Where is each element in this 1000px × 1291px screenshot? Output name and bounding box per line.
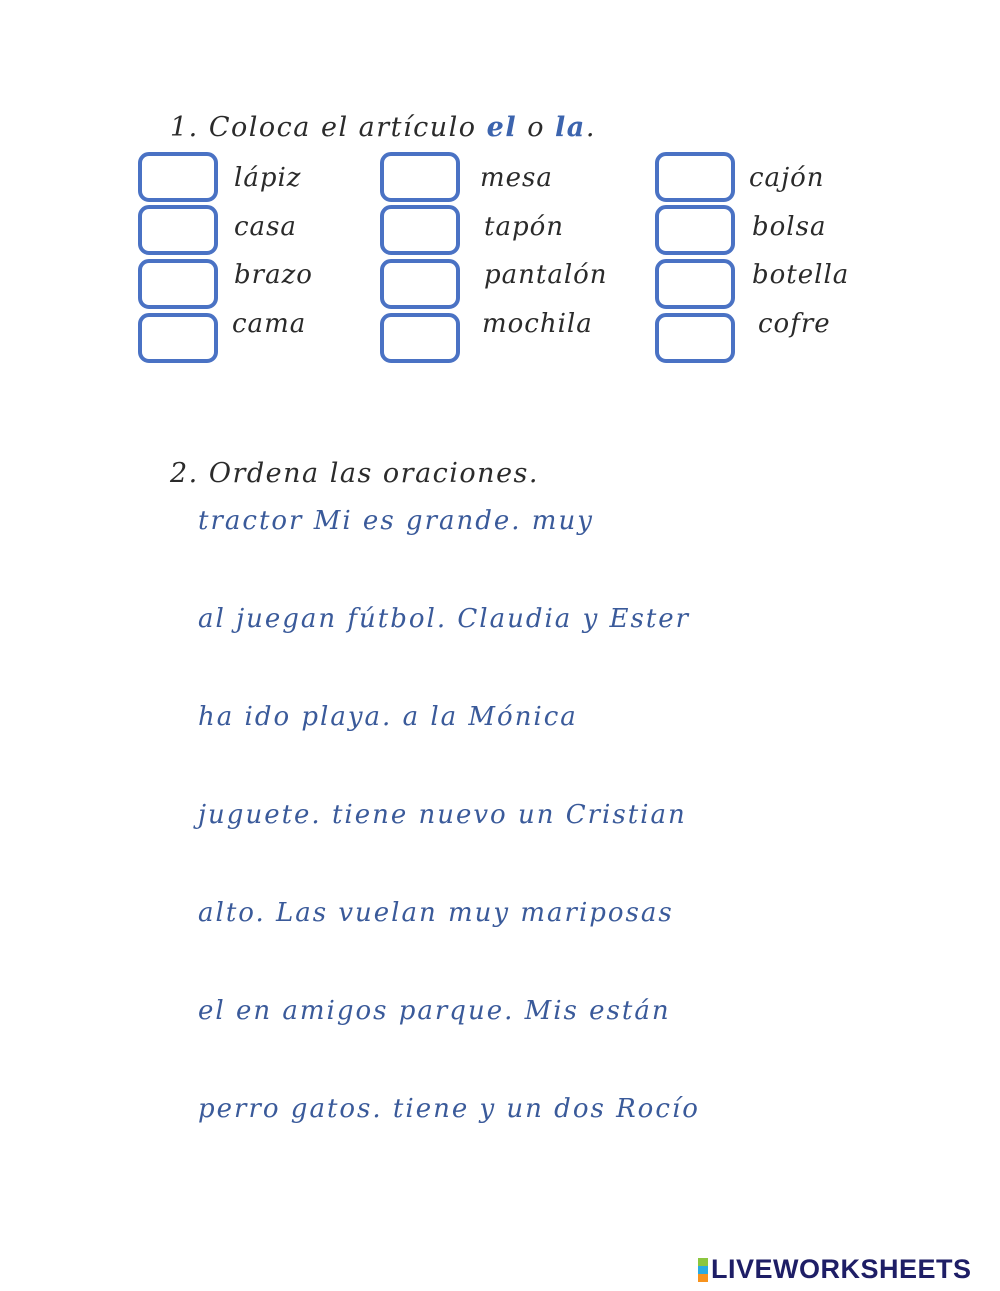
instruction-connector: o (527, 112, 545, 143)
keyword-el: el (486, 112, 518, 143)
answer-box-casa[interactable] (138, 205, 218, 255)
word-botella: botella (752, 260, 850, 290)
answer-box-pantalon[interactable] (380, 259, 460, 309)
instruction-text: Ordena las oraciones. (208, 458, 539, 489)
scrambled-sentence-7: perro gatos. tiene y un dos Rocío (198, 1094, 700, 1124)
word-mochila: mochila (482, 309, 593, 339)
scrambled-sentence-5: alto. Las vuelan muy mariposas (198, 898, 674, 928)
word-pantalon: pantalón (484, 260, 608, 290)
scrambled-sentence-3: ha ido playa. a la Mónica (198, 702, 578, 732)
exercise-2-number: 2. (170, 458, 199, 489)
word-brazo: brazo (234, 260, 313, 290)
answer-box-bolsa[interactable] (655, 205, 735, 255)
liveworksheets-logo (698, 1254, 972, 1285)
scrambled-sentence-1: tractor Mi es grande. muy (198, 506, 594, 536)
answer-box-cajon[interactable] (655, 152, 735, 202)
instruction-text: Coloca el artículo (208, 112, 477, 143)
exercise-1-instruction (170, 112, 596, 143)
word-cajon: cajón (749, 163, 825, 193)
word-casa: casa (234, 212, 297, 242)
word-cama: cama (232, 309, 307, 339)
keyword-la: la (555, 112, 586, 143)
logo-text: LIVEWORKSHEETS (711, 1254, 972, 1284)
answer-box-mesa[interactable] (380, 152, 460, 202)
scrambled-sentence-6: el en amigos parque. Mis están (198, 996, 671, 1026)
exercise-1-number: 1. (170, 112, 199, 143)
word-lapiz: lápiz (234, 163, 302, 193)
word-tapon: tapón (484, 212, 564, 242)
answer-box-lapiz[interactable] (138, 152, 218, 202)
answer-box-cama[interactable] (138, 313, 218, 363)
answer-box-mochila[interactable] (380, 313, 460, 363)
word-cofre: cofre (758, 309, 831, 339)
word-mesa: mesa (480, 163, 553, 193)
scrambled-sentence-2: al juegan fútbol. Claudia y Ester (198, 604, 691, 634)
answer-box-brazo[interactable] (138, 259, 218, 309)
exercise-2-instruction (170, 458, 539, 489)
scrambled-sentence-4: juguete. tiene nuevo un Cristian (198, 800, 687, 830)
answer-box-botella[interactable] (655, 259, 735, 309)
answer-box-cofre[interactable] (655, 313, 735, 363)
instruction-period: . (585, 112, 596, 143)
logo-icon (698, 1258, 707, 1282)
answer-box-tapon[interactable] (380, 205, 460, 255)
word-bolsa: bolsa (752, 212, 827, 242)
